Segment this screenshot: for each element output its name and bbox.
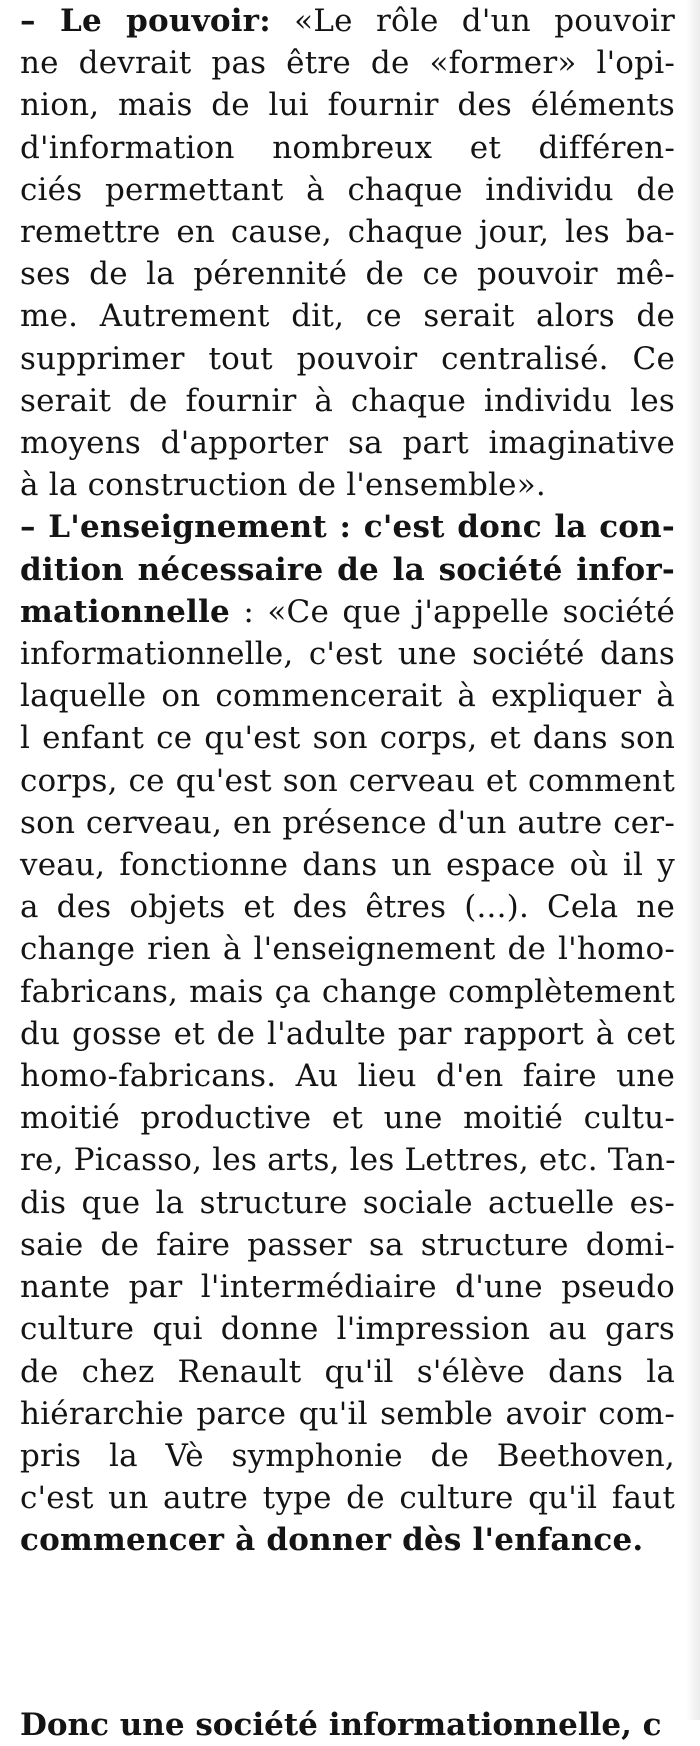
text-line: mationnelle : «Ce que j'appelle société [20, 593, 675, 630]
text-line: laquelle on commencerait à expliquer à [20, 678, 675, 715]
text-line: moyens d'apporter sa part imaginative [20, 425, 675, 462]
text-column [20, 0, 675, 1562]
text-line: hiérarchie parce qu'il semble avoir com- [20, 1395, 675, 1432]
text-line: serait de fournir à chaque individu les [20, 382, 675, 419]
section-heading-enseignement: dition nécessaire de la société infor- [20, 551, 675, 588]
text-line: l enfant ce qu'est son corps, et dans son [20, 720, 675, 757]
section-heading-enseignement: mationnelle [20, 593, 230, 630]
text-line: son cerveau, en présence d'un autre cer- [20, 804, 675, 841]
cut-off-bottom-line: Donc une société informationnelle, c [20, 1706, 662, 1743]
text-line: ne devrait pas être de «former» l'opi- [20, 45, 675, 82]
text-line: change rien à l'enseignement de l'homo- [20, 931, 675, 968]
text-line: d'information nombreux et différen- [20, 129, 675, 166]
text-line: remettre en cause, chaque jour, les ba- [20, 214, 675, 251]
text-line: nante par l'intermédiaire d'une pseudo [20, 1269, 675, 1306]
text-line: à la construction de l'ensemble». [20, 467, 546, 504]
text-line: dis que la structure sociale actuelle es- [20, 1184, 675, 1221]
text-line: ses de la pérennité de ce pouvoir mê- [20, 256, 675, 293]
text-line: a des objets et des êtres (...). Cela ne [20, 889, 675, 926]
text-line: me. Autrement dit, ce serait alors de [20, 298, 675, 335]
text-line: ciés permettant à chaque individu de [20, 171, 675, 208]
text-line: nion, mais de lui fournir des éléments [20, 87, 675, 124]
section-heading-pouvoir: – Le pouvoir: [20, 3, 271, 39]
text-line: du gosse et de l'adulte par rapport à cet [20, 1015, 675, 1052]
text-line: – Le pouvoir: «Le rôle d'un pouvoir [20, 3, 675, 39]
text-line: pris la Vè symphonie de Beethoven, [20, 1437, 675, 1474]
text-line: commencer à donner dès l'enfance. [20, 1522, 644, 1559]
text-line: saie de faire passer sa structure domi- [20, 1226, 675, 1263]
text-line: de chez Renault qu'il s'élève dans la [20, 1353, 675, 1390]
text-line: homo-fabricans. Au lieu d'en faire une [20, 1058, 675, 1095]
text-line: fabricans, mais ça change complètement [20, 973, 675, 1010]
text-line: veau, fonctionne dans un espace où il y [20, 847, 675, 884]
scan-edge-shadow [686, 0, 700, 1720]
text-line: culture qui donne l'impression au gars [20, 1311, 675, 1348]
text-line: c'est un autre type de culture qu'il faut [20, 1480, 675, 1517]
section-heading-enseignement: – L'enseignement : c'est donc la con- [20, 509, 675, 546]
text-line: moitié productive et une moitié cultu- [20, 1100, 675, 1137]
text-line: informationnelle, c'est une société dans [20, 636, 675, 673]
text-line: re, Picasso, les arts, les Lettres, etc. Tan- [20, 1142, 676, 1179]
text-line: supprimer tout pouvoir centralisé. Ce [20, 340, 675, 377]
text-line: corps, ce qu'est son cerveau et comment [20, 762, 675, 799]
